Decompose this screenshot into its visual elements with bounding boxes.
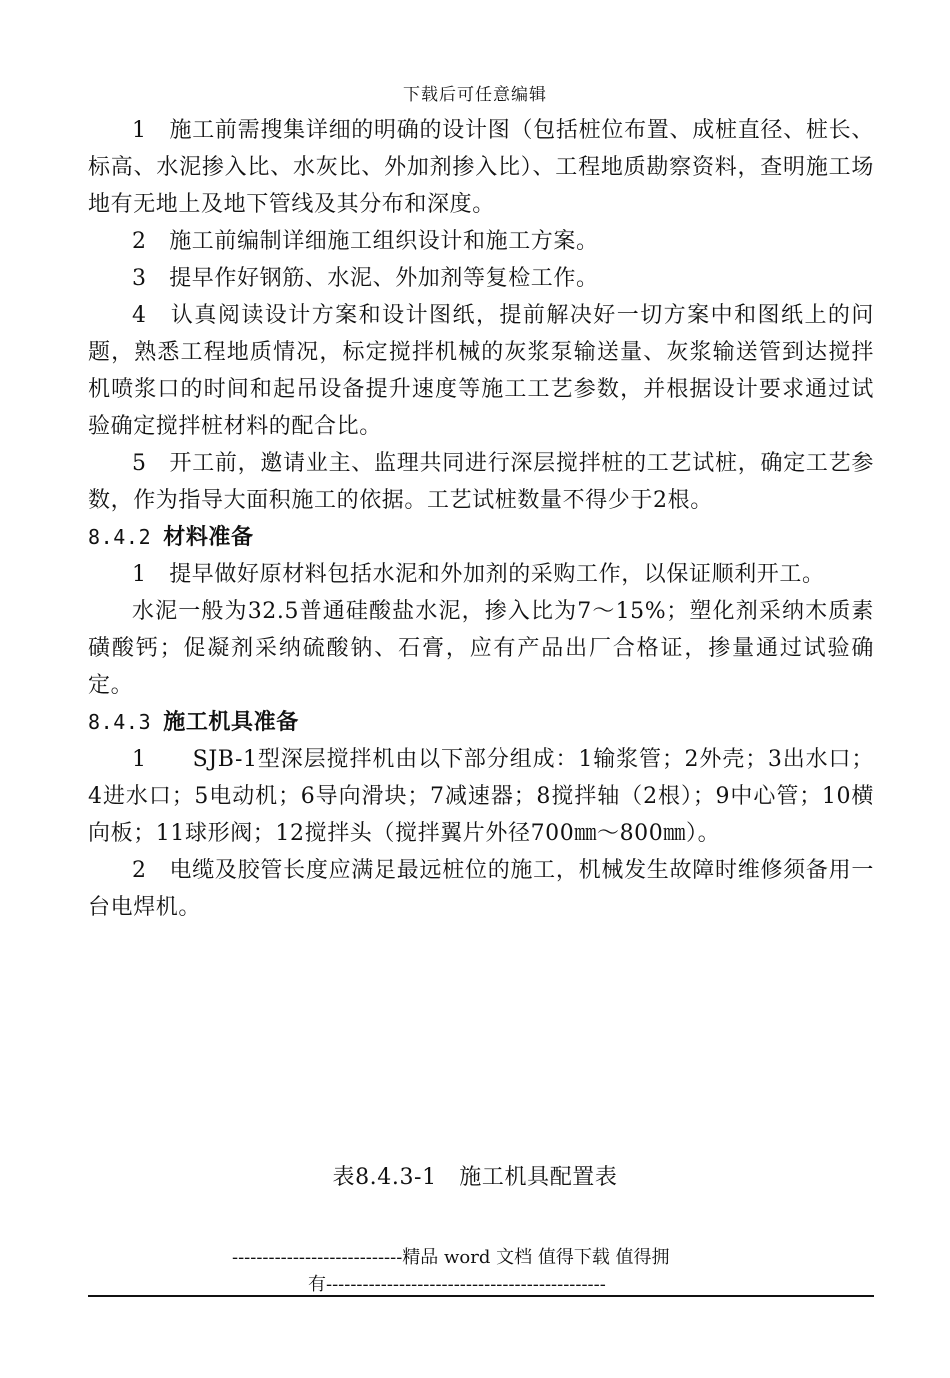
paragraph-4: 4 认真阅读设计方案和设计图纸，提前解决好一切方案中和图纸上的问题，熟悉工程地质情况，标定搅拌机械的灰浆泵输送量、灰浆输送管到达搅拌机喷浆口的时间和起吊设备提升速度等施工工艺参数，并根据设计要求通过试验确定搅拌桩材料的配合比。 <box>88 303 874 439</box>
paragraph-7: 水泥一般为32.5普通硅酸盐水泥，掺入比为7～15%；塑化剂采纳木质素磺酸钙；促凝剂采纳硫酸钠、石膏，应有产品出厂合格证，掺量通过试验确定。 <box>88 599 874 698</box>
paragraph-8: 1 SJB-1型深层搅拌机由以下部分组成：1输浆管；2外壳；3出水口；4进水口；5电动机；6导向滑块；7减速器；8搅拌轴（2根）；9中心管；10横向板；11球形阀；12搅拌头（搅拌翼片外径700㎜～800㎜）。 <box>88 747 874 846</box>
paragraph-5: 5 开工前，邀请业主、监理共同进行深层搅拌桩的工艺试桩，确定工艺参数，作为指导大面积施工的依据。工艺试桩数量不得少于2根。 <box>88 451 874 513</box>
page-header: 下载后可任意编辑 <box>403 85 547 105</box>
footer-line-2: 有---------------------------------------------- <box>308 1274 606 1295</box>
footer-rule <box>88 1295 874 1297</box>
paragraph-9: 2 电缆及胶管长度应满足最远桩位的施工，机械发生故障时维修须备用一台电焊机。 <box>88 858 874 920</box>
section-number: 8.4.2 <box>88 525 152 549</box>
section-title: 施工机具准备 <box>163 710 299 735</box>
section-number: 8.4.3 <box>88 710 152 734</box>
section-title: 材料准备 <box>163 525 254 550</box>
paragraph-1: 1 施工前需搜集详细的明确的设计图（包括桩位布置、成桩直径、桩长、标高、水泥掺入比、水灰比、外加剂掺入比）、工程地质勘察资料，查明施工场地有无地上及地下管线及其分布和深度。 <box>88 118 874 217</box>
section-heading-8-4-3 <box>88 704 874 741</box>
section-heading-8-4-2 <box>88 519 874 556</box>
document-body <box>88 112 874 926</box>
table-caption: 表8.4.3-1 施工机具配置表 <box>332 1165 618 1190</box>
footer-line-1: ----------------------------精品 word 文档 值得下载 值得拥 <box>232 1247 670 1268</box>
paragraph-3: 3 提早作好钢筋、水泥、外加剂等复检工作。 <box>132 266 599 291</box>
paragraph-6: 1 提早做好原材料包括水泥和外加剂的采购工作，以保证顺利开工。 <box>132 562 825 587</box>
paragraph-2: 2 施工前编制详细施工组织设计和施工方案。 <box>132 229 599 254</box>
